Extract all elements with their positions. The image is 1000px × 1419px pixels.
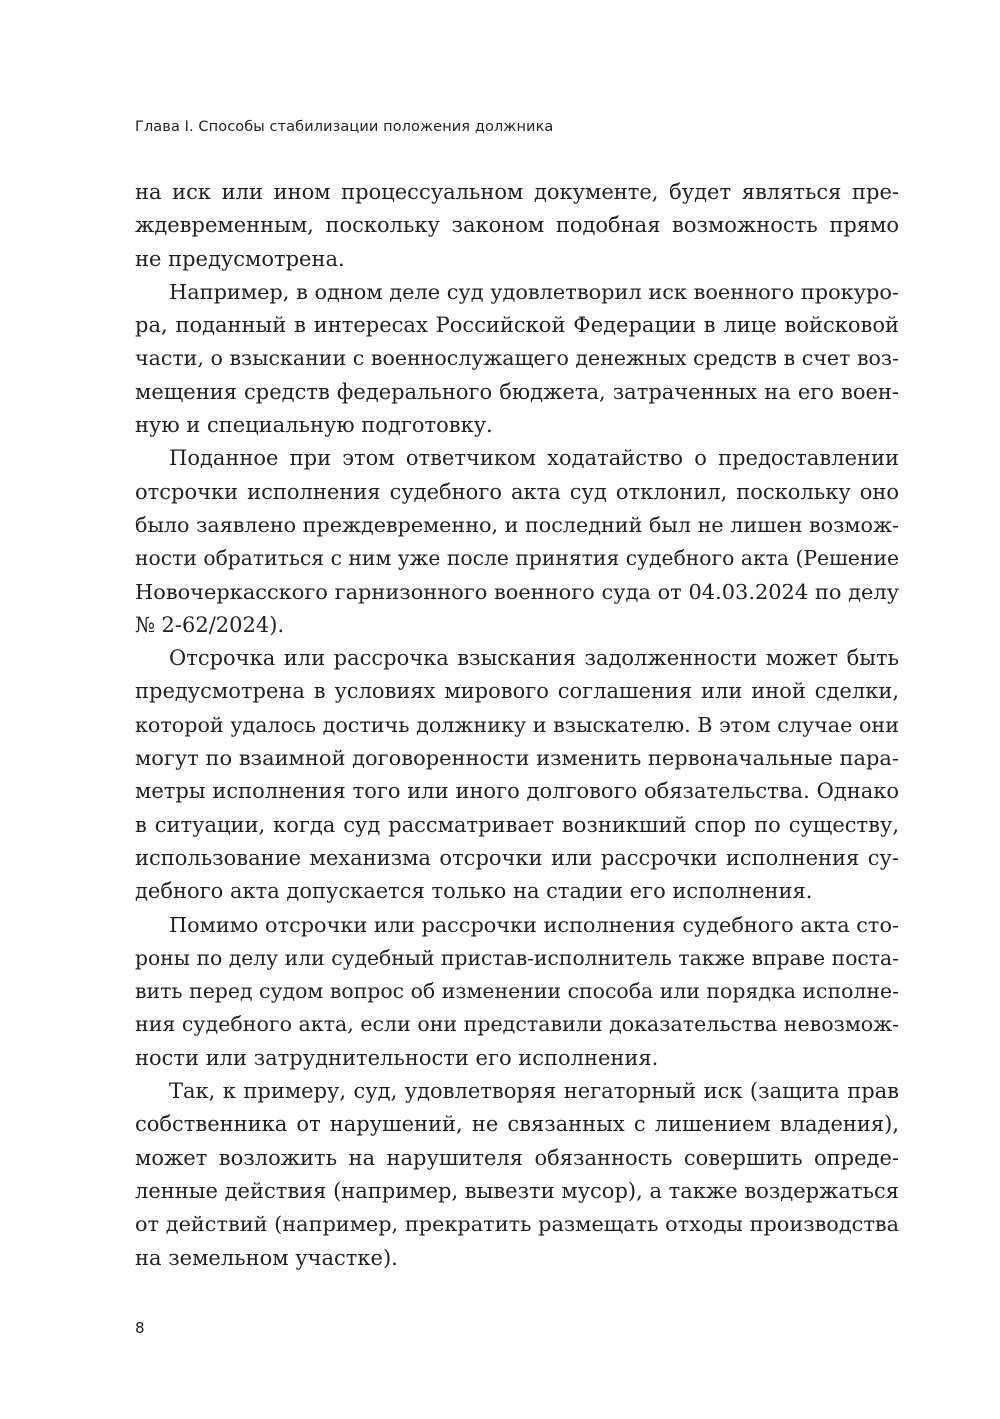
text-line: ную и специальную подготовку.: [135, 413, 493, 438]
text-line: собственника от нарушений, не связанных с лишением владения),: [135, 1112, 899, 1137]
text-line: дебного акта допускается только на стадии его исполнения.: [135, 879, 813, 904]
text-line: могут по взаимной договоренности изменить первоначальные пара-: [135, 746, 899, 771]
text-line: отсрочки исполнения судебного акта суд отклонил, поскольку оно: [135, 479, 899, 504]
body-text: [135, 176, 899, 1275]
text-line: роны по делу или судебный пристав-исполнитель также вправе поста-: [135, 945, 899, 970]
text-line: метры исполнения того или иного долгового обязательства. Однако: [135, 779, 899, 804]
text-line: Так, к примеру, суд, удовлетворяя негаторный иск (защита прав: [169, 1079, 899, 1104]
text-line: предусмотрена в условиях мирового соглашения или иной сделки,: [135, 679, 899, 704]
paragraph-4: [135, 642, 899, 908]
text-line: ния судебного акта, если они представили доказательства невозмож-: [135, 1012, 900, 1037]
paragraph-5: [135, 909, 899, 1075]
text-line: на земельном участке).: [135, 1245, 398, 1270]
text-line: вить перед судом вопрос об изменении способа или порядка исполне-: [135, 979, 899, 1004]
text-line: было заявлено преждевременно, и последний был не лишен возмож-: [135, 512, 899, 537]
text-line: ности или затруднительности его исполнения.: [135, 1045, 659, 1070]
text-line: Отсрочка или рассрочка взыскания задолженности может быть: [169, 646, 899, 671]
text-line: от действий (например, прекратить размещать отходы производства: [135, 1212, 899, 1237]
text-line: ности обратиться с ним уже после принятия судебного акта (Решение: [135, 546, 899, 571]
text-line: Поданное при этом ответчиком ходатайство о предоставлении: [169, 446, 899, 471]
paragraph-1: [135, 176, 899, 276]
text-line: части, о взыскании с военнослужащего денежных средств в счет воз-: [135, 346, 899, 371]
text-line: в ситуации, когда суд рассматривает возникший спор по существу,: [135, 812, 899, 837]
text-line: Новочеркасского гарнизонного военного суда от 04.03.2024 по делу: [135, 579, 899, 604]
text-line: Например, в одном деле суд удовлетворил иск военного прокуро-: [169, 279, 899, 304]
text-line: Помимо отсрочки или рассрочки исполнения судебного акта сто-: [169, 912, 899, 937]
text-line: мещения средств федерального бюджета, затраченных на его воен-: [135, 379, 899, 404]
text-line: на иск или ином процессуальном документе, будет являться пре-: [135, 180, 899, 204]
text-line: не предусмотрена.: [135, 246, 345, 271]
paragraph-6: [135, 1075, 899, 1275]
text-line: которой удалось достичь должнику и взыскателю. В этом случае они: [135, 712, 899, 737]
text-line: ра, поданный в интересах Российской Федерации в лице войсковой: [135, 313, 899, 338]
text-line: ленные действия (например, вывезти мусор), а также воздержаться: [135, 1178, 899, 1203]
paragraph-3: [135, 442, 899, 642]
text-line: ждевременным, поскольку законом подобная возможность прямо: [135, 213, 899, 238]
running-head: Глава I. Способы стабилизации положения должника: [135, 119, 554, 135]
text-line: может возложить на нарушителя обязанность совершить опреде-: [135, 1145, 899, 1170]
paragraph-2: [135, 276, 899, 442]
text-line: № 2-62/2024).: [135, 612, 285, 637]
text-line: использование механизма отсрочки или рассрочки исполнения су-: [135, 845, 899, 870]
page-number: 8: [135, 1319, 145, 1337]
